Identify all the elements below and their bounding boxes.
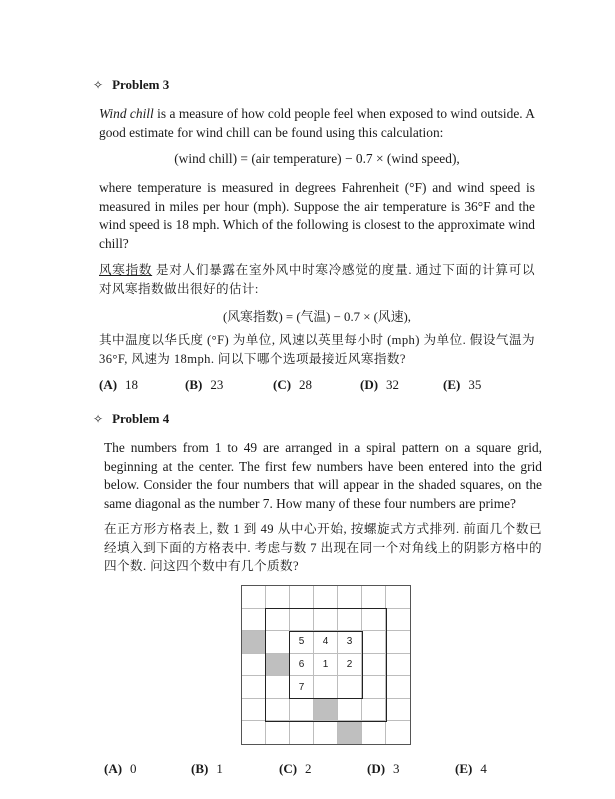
grid-cell (314, 609, 338, 632)
grid-cell (386, 654, 410, 677)
problem-4-body: The numbers from 1 to 49 are arranged in a spiral pattern on a square grid, beginning at the center. The first few numbers have been entered into the grid below. Consider the four numbers that will appear in the shaded squares, on the same diagonal as the number 7. How many of these four numbers are prime? (104, 440, 542, 511)
grid-cell (338, 586, 362, 609)
problem-3-answers (99, 377, 539, 395)
grid-cell (290, 721, 314, 744)
star-icon: ✧ (93, 78, 104, 92)
problem-3-formula: (wind chill) = (air temperature) − 0.7 × (wind speed), (174, 151, 460, 166)
answer-b[interactable]: (B) 1 (191, 761, 223, 776)
problem-3-heading (93, 77, 169, 93)
answer-c[interactable]: (C) 28 (273, 377, 313, 392)
answer-e[interactable]: (E) 4 (455, 761, 487, 776)
grid-cell (362, 676, 386, 699)
grid-cell: 1 (314, 654, 338, 677)
answer-d[interactable]: (D) 3 (367, 761, 400, 776)
grid-cell: 4 (314, 631, 338, 654)
grid-cell: 3 (338, 631, 362, 654)
grid-cell (242, 586, 266, 609)
grid-cell-shaded (242, 631, 266, 654)
problem-3-intro (99, 105, 535, 142)
grid-cell (266, 586, 290, 609)
grid-cell (362, 631, 386, 654)
grid-cell (290, 609, 314, 632)
grid-cell (314, 721, 338, 744)
grid-cell (386, 609, 410, 632)
grid-cell: 6 (290, 654, 314, 677)
grid-cell (242, 699, 266, 722)
answer-a[interactable]: (A) 18 (99, 377, 139, 392)
grid-cell: 2 (338, 654, 362, 677)
answer-d[interactable]: (D) 32 (360, 377, 400, 392)
answer-e[interactable]: (E) 35 (443, 377, 482, 392)
grid-cell-shaded (338, 721, 362, 744)
grid-cell (242, 721, 266, 744)
cn-intro-text: 是对人们暴露在室外风中时寒冷感觉的度量. 通过下面的计算可以对风寒指数做出很好的估计: (99, 263, 535, 296)
wind-chill-term: Wind chill (99, 106, 154, 121)
grid-cell (314, 676, 338, 699)
grid-cell (362, 586, 386, 609)
grid-cell (338, 699, 362, 722)
grid-cell (386, 631, 410, 654)
grid-cell (266, 676, 290, 699)
grid-cell (362, 609, 386, 632)
grid-cell (362, 699, 386, 722)
problem-3-cn-body: 其中温度以华氏度 (°F) 为单位, 风速以英里每小时 (mph) 为单位. 假设气温为 36°F, 风速为 18mph. 问以下哪个选项最接近风寒指数? (99, 333, 535, 366)
grid-cell (386, 676, 410, 699)
grid-cell (266, 721, 290, 744)
spiral-grid (241, 585, 411, 745)
answer-c[interactable]: (C) 2 (279, 761, 312, 776)
grid-cell: 5 (290, 631, 314, 654)
problem-3-body: where temperature is measured in degrees Fahrenheit (°F) and wind speed is measured in miles per hour (mph). Suppose the air temperature is 36°F and the wind speed is 18 mph. Which of the following is closest to the approximate wind chill? (99, 180, 535, 251)
grid-cell (266, 631, 290, 654)
problem-3-title: Problem 3 (112, 77, 170, 92)
answer-b[interactable]: (B) 23 (185, 377, 224, 392)
grid-cell (386, 586, 410, 609)
grid-cell (242, 676, 266, 699)
grid-cell (362, 721, 386, 744)
grid-cell (338, 676, 362, 699)
grid-cell-shaded (266, 654, 290, 677)
problem-4-title: Problem 4 (112, 411, 170, 426)
grid-cell-shaded (314, 699, 338, 722)
problem-3-cn-intro (99, 261, 535, 298)
grid-cell (266, 609, 290, 632)
cn-wind-chill-term: 风寒指数 (99, 263, 153, 277)
problem-4-heading (93, 411, 169, 427)
grid-cell (338, 609, 362, 632)
grid-cell (242, 609, 266, 632)
star-icon: ✧ (93, 412, 104, 426)
problem-3-cn-formula: (风寒指数) = (气温) − 0.7 × (风速), (223, 310, 411, 324)
grid-cell (386, 721, 410, 744)
grid-cell (266, 699, 290, 722)
grid-cell (290, 699, 314, 722)
problem-4-cn-body: 在正方形方格表上, 数 1 到 49 从中心开始, 按螺旋式方式排列. 前面几个数已经填入到下面的方格表中. 考虑与数 7 出现在同一个对角线上的阴影方格中的四个数. 问这四个数中有几个质数? (104, 522, 542, 573)
grid-cell: 7 (290, 676, 314, 699)
intro-text: is a measure of how cold people feel when exposed to wind outside. A good estimate for wind chill can be found using this calculation: (99, 106, 535, 140)
grid-cell (386, 699, 410, 722)
grid-cell (362, 654, 386, 677)
answer-a[interactable]: (A) 0 (104, 761, 137, 776)
grid-cell (242, 654, 266, 677)
grid-cell (290, 586, 314, 609)
grid-cell (314, 586, 338, 609)
problem-4-answers (104, 761, 544, 779)
